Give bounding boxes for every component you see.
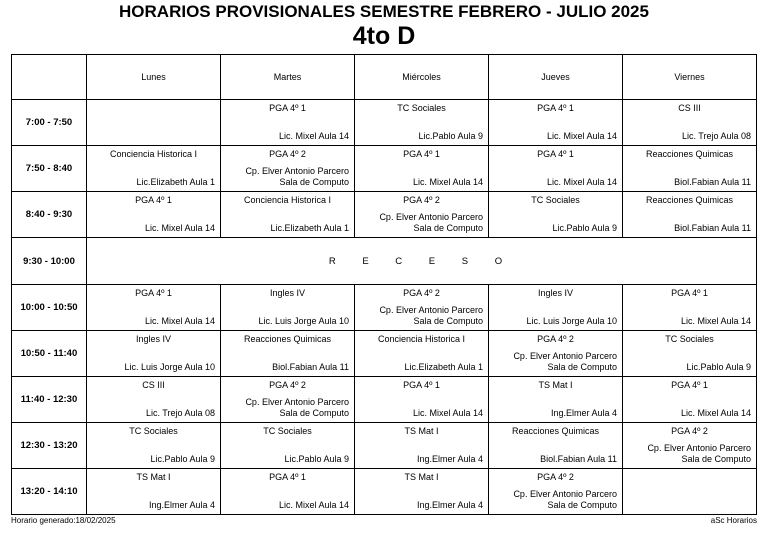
teacher-room-label: Lic. Mixel Aula 14 [278, 131, 349, 141]
class-cell [489, 146, 623, 192]
class-cell [221, 146, 355, 192]
time-slot: 11:40 - 12:30 [12, 377, 87, 423]
class-cell [355, 423, 489, 469]
day-header: Jueves [489, 55, 623, 100]
teacher-room-label: Biol.Fabian Aula 11 [540, 454, 617, 464]
teacher-room-label: Lic.Pablo Aula 9 [686, 362, 751, 372]
subject-label: PGA 4º 1 [269, 472, 306, 482]
class-cell [355, 331, 489, 377]
class-cell [489, 285, 623, 331]
teacher-room-label: Lic. Luis Jorge Aula 10 [124, 362, 215, 372]
teacher-room-label: Cp. Elver Antonio Parcero Sala de Computo [513, 351, 617, 372]
teacher-room-label: Lic. Mixel Aula 14 [546, 131, 617, 141]
class-cell [623, 377, 757, 423]
time-slot: 8:40 - 9:30 [12, 192, 87, 238]
time-slot: 7:50 - 8:40 [12, 146, 87, 192]
class-cell [489, 423, 623, 469]
teacher-room-label: Lic.Elizabeth Aula 1 [404, 362, 483, 372]
class-cell [355, 469, 489, 515]
class-cell [623, 469, 757, 515]
class-cell [87, 331, 221, 377]
table-row [12, 238, 757, 285]
day-header: Martes [221, 55, 355, 100]
class-cell [489, 100, 623, 146]
table-row [12, 192, 757, 238]
teacher-room-label: Biol.Fabian Aula 11 [674, 177, 751, 187]
teacher-room-label: Ing.Elmer Aula 4 [550, 408, 617, 418]
subject-label: PGA 4º 2 [671, 426, 708, 436]
schedule-table [11, 54, 757, 515]
teacher-room-label: Lic. Trejo Aula 08 [681, 131, 751, 141]
day-header: Viernes [623, 55, 757, 100]
teacher-room-label: Lic. Mixel Aula 14 [546, 177, 617, 187]
day-header: Lunes [87, 55, 221, 100]
class-cell [87, 100, 221, 146]
subject-label: Conciencia Historica I [243, 195, 332, 205]
subject-label: TS Mat I [404, 426, 439, 436]
time-slot: 13:20 - 14:10 [12, 469, 87, 515]
teacher-room-label: Lic.Elizabeth Aula 1 [136, 177, 215, 187]
subject-label: Reacciones Quimicas [645, 195, 734, 205]
class-cell [87, 423, 221, 469]
corner-cell [12, 55, 87, 100]
subject-label: Reacciones Quimicas [645, 149, 734, 159]
subject-label: PGA 4º 2 [269, 380, 306, 390]
subject-label: PGA 4º 1 [135, 195, 172, 205]
teacher-room-label: Lic.Pablo Aula 9 [284, 454, 349, 464]
class-cell [87, 285, 221, 331]
table-row [12, 469, 757, 515]
teacher-room-label: Lic. Mixel Aula 14 [144, 223, 215, 233]
class-cell [221, 192, 355, 238]
subject-label: PGA 4º 2 [537, 472, 574, 482]
subject-label: TC Sociales [531, 195, 580, 205]
group-title: 4to D [352, 22, 416, 50]
class-cell [221, 331, 355, 377]
subject-label: Conciencia Historica I [377, 334, 466, 344]
subject-label: Ingles IV [135, 334, 172, 344]
time-slot: 9:30 - 10:00 [12, 238, 87, 285]
class-cell [221, 469, 355, 515]
subject-label: Ingles IV [269, 288, 306, 298]
subject-label: PGA 4º 2 [537, 334, 574, 344]
class-cell [623, 423, 757, 469]
class-cell [355, 146, 489, 192]
subject-label: TS Mat I [136, 472, 171, 482]
day-header: Miércoles [355, 55, 489, 100]
subject-label: Reacciones Quimicas [511, 426, 600, 436]
subject-label: TS Mat I [538, 380, 573, 390]
teacher-room-label: Ing.Elmer Aula 4 [416, 500, 483, 510]
class-cell [623, 100, 757, 146]
table-row [12, 331, 757, 377]
subject-label: PGA 4º 2 [269, 149, 306, 159]
subject-label: CS III [678, 103, 701, 113]
subject-label: TS Mat I [404, 472, 439, 482]
teacher-room-label: Lic. Luis Jorge Aula 10 [258, 316, 349, 326]
subject-label: PGA 4º 1 [671, 288, 708, 298]
subject-label: PGA 4º 1 [671, 380, 708, 390]
teacher-room-label: Cp. Elver Antonio Parcero Sala de Computo [245, 397, 349, 418]
subject-label: TC Sociales [397, 103, 446, 113]
subject-label: PGA 4º 2 [403, 288, 440, 298]
subject-label: TC Sociales [129, 426, 178, 436]
subject-label: PGA 4º 1 [135, 288, 172, 298]
teacher-room-label: Lic. Trejo Aula 08 [145, 408, 215, 418]
class-cell [489, 331, 623, 377]
page-title: HORARIOS PROVISIONALES SEMESTRE FEBRERO - JULIO 2025 [119, 2, 649, 21]
teacher-room-label: Lic. Mixel Aula 14 [680, 316, 751, 326]
time-slot: 10:50 - 11:40 [12, 331, 87, 377]
subject-label: Ingles IV [537, 288, 574, 298]
teacher-room-label: Lic.Pablo Aula 9 [150, 454, 215, 464]
subject-label: PGA 4º 1 [403, 380, 440, 390]
time-slot: 7:00 - 7:50 [12, 100, 87, 146]
subject-label: Reacciones Quimicas [243, 334, 332, 344]
class-cell [87, 377, 221, 423]
table-row [12, 285, 757, 331]
class-cell [623, 146, 757, 192]
time-slot: 10:00 - 10:50 [12, 285, 87, 331]
subject-label: CS III [142, 380, 165, 390]
teacher-room-label: Lic.Elizabeth Aula 1 [270, 223, 349, 233]
time-slot: 12:30 - 13:20 [12, 423, 87, 469]
software-credit: aSc Horarios [710, 516, 757, 525]
class-cell [489, 192, 623, 238]
subject-label: PGA 4º 1 [269, 103, 306, 113]
teacher-room-label: Lic. Mixel Aula 14 [278, 500, 349, 510]
class-cell [355, 192, 489, 238]
class-cell [221, 285, 355, 331]
class-cell [623, 285, 757, 331]
class-cell [355, 100, 489, 146]
teacher-room-label: Lic. Luis Jorge Aula 10 [526, 316, 617, 326]
subject-label: Conciencia Historica I [109, 149, 198, 159]
class-cell [355, 285, 489, 331]
teacher-room-label: Lic. Mixel Aula 14 [680, 408, 751, 418]
subject-label: PGA 4º 1 [537, 103, 574, 113]
teacher-room-label: Lic.Pablo Aula 9 [418, 131, 483, 141]
class-cell [87, 469, 221, 515]
teacher-room-label: Biol.Fabian Aula 11 [272, 362, 349, 372]
table-row [12, 377, 757, 423]
table-row [12, 423, 757, 469]
class-cell [489, 377, 623, 423]
teacher-room-label: Lic. Mixel Aula 14 [144, 316, 215, 326]
class-cell [221, 377, 355, 423]
subject-label: PGA 4º 1 [403, 149, 440, 159]
class-cell [623, 331, 757, 377]
class-cell [489, 469, 623, 515]
class-cell [221, 423, 355, 469]
class-cell [87, 192, 221, 238]
teacher-room-label: Lic. Mixel Aula 14 [412, 408, 483, 418]
subject-label: TC Sociales [665, 334, 714, 344]
teacher-room-label: Lic. Mixel Aula 14 [412, 177, 483, 187]
teacher-room-label: Cp. Elver Antonio Parcero Sala de Computo [379, 212, 483, 233]
class-cell [87, 146, 221, 192]
teacher-room-label: Cp. Elver Antonio Parcero Sala de Computo [245, 166, 349, 187]
table-row [12, 146, 757, 192]
teacher-room-label: Cp. Elver Antonio Parcero Sala de Computo [513, 489, 617, 510]
subject-label: PGA 4º 2 [403, 195, 440, 205]
recess-cell: R E C E S O [87, 238, 757, 285]
teacher-room-label: Cp. Elver Antonio Parcero Sala de Computo [647, 443, 751, 464]
generated-date: Horario generado:18/02/2025 [11, 516, 116, 525]
header-row [12, 55, 757, 100]
teacher-room-label: Lic.Pablo Aula 9 [552, 223, 617, 233]
subject-label: PGA 4º 1 [537, 149, 574, 159]
teacher-room-label: Ing.Elmer Aula 4 [416, 454, 483, 464]
table-row [12, 100, 757, 146]
class-cell [221, 100, 355, 146]
teacher-room-label: Ing.Elmer Aula 4 [148, 500, 215, 510]
class-cell [355, 377, 489, 423]
teacher-room-label: Biol.Fabian Aula 11 [674, 223, 751, 233]
teacher-room-label: Cp. Elver Antonio Parcero Sala de Computo [379, 305, 483, 326]
subject-label: TC Sociales [263, 426, 312, 436]
class-cell [623, 192, 757, 238]
